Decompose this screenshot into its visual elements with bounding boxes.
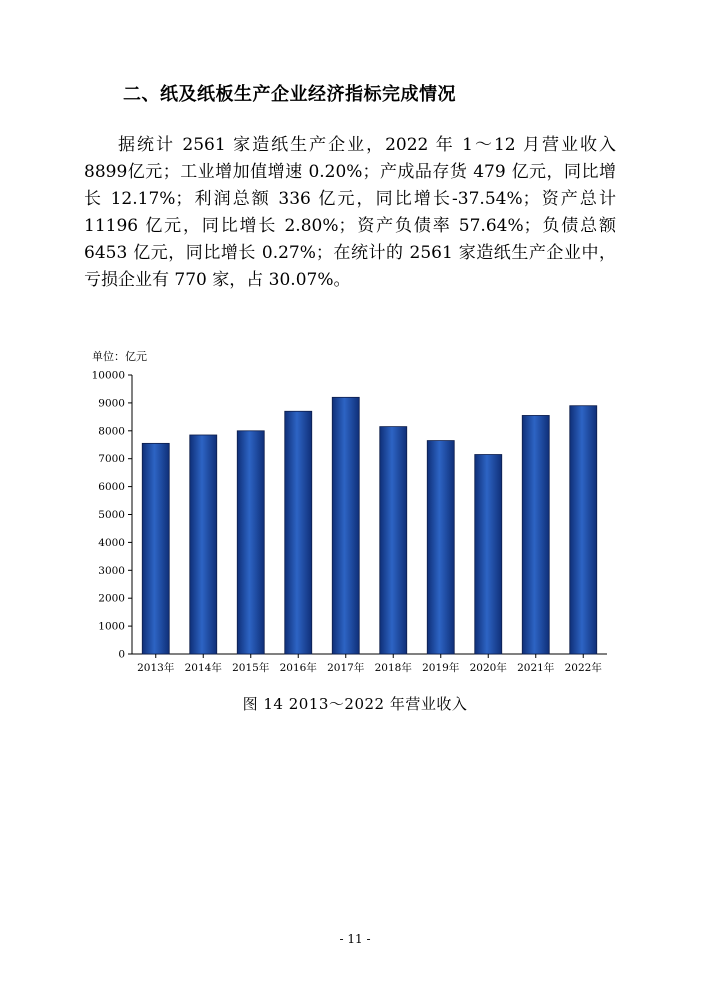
x-axis-labels bbox=[137, 654, 602, 674]
paragraph-line: 6453 亿元，同比增长 0.27%；在统计的 2561 家造纸生产企业中， bbox=[84, 243, 616, 263]
bar-2020年 bbox=[475, 455, 502, 654]
bar-2021年 bbox=[522, 415, 549, 654]
paragraph-line: 长 12.17%；利润总额 336 亿元，同比增长-37.54%；资产总计 bbox=[84, 189, 616, 209]
paragraph-line: 11196 亿元，同比增长 2.80%；资产负债率 57.64%；负债总额 bbox=[84, 216, 616, 236]
y-tick-label: 3000 bbox=[98, 564, 125, 577]
revenue-bar-chart bbox=[88, 343, 618, 688]
x-tick-label: 2013年 bbox=[137, 662, 175, 674]
x-tick-label: 2015年 bbox=[232, 662, 270, 674]
y-tick-label: 4000 bbox=[98, 536, 125, 549]
y-axis-ticks bbox=[92, 370, 132, 661]
unit-label: 单位：亿元 bbox=[92, 350, 147, 363]
bar-2014年 bbox=[190, 435, 217, 654]
x-tick-label: 2020年 bbox=[469, 662, 507, 674]
y-tick-label: 10000 bbox=[91, 369, 125, 382]
page-number: - 11 - bbox=[339, 932, 371, 946]
x-tick-label: 2019年 bbox=[422, 662, 460, 674]
y-tick-label: 7000 bbox=[98, 453, 125, 466]
paragraph-line: 亏损企业有 770 家，占 30.07%。 bbox=[84, 270, 351, 290]
bar-2015年 bbox=[237, 431, 264, 654]
bar-series bbox=[142, 397, 597, 654]
y-tick-label: 6000 bbox=[98, 481, 125, 494]
section-heading: 二、纸及纸板生产企业经济指标完成情况 bbox=[123, 84, 456, 105]
x-tick-label: 2016年 bbox=[279, 662, 317, 674]
y-tick-label: 0 bbox=[118, 648, 125, 661]
x-tick-label: 2017年 bbox=[327, 662, 365, 674]
bar-2019年 bbox=[427, 441, 454, 654]
y-tick-label: 1000 bbox=[98, 620, 125, 633]
summary-paragraph bbox=[84, 132, 616, 294]
x-tick-label: 2014年 bbox=[184, 662, 222, 674]
bar-2022年 bbox=[570, 406, 597, 654]
y-tick-label: 2000 bbox=[98, 592, 125, 605]
y-tick-label: 8000 bbox=[98, 425, 125, 438]
x-tick-label: 2022年 bbox=[564, 662, 602, 674]
y-tick-label: 9000 bbox=[98, 397, 125, 410]
x-tick-label: 2021年 bbox=[517, 662, 555, 674]
x-tick-label: 2018年 bbox=[374, 662, 412, 674]
bar-2013年 bbox=[142, 443, 169, 654]
figure-caption: 图 14 2013～2022 年营业收入 bbox=[242, 695, 468, 713]
bar-2017年 bbox=[332, 397, 359, 654]
paragraph-line: 据统计 2561 家造纸生产企业，2022 年 1～12 月营业收入 8899 bbox=[84, 135, 616, 182]
bar-2018年 bbox=[380, 427, 407, 654]
bar-2016年 bbox=[285, 411, 312, 654]
y-tick-label: 5000 bbox=[98, 509, 125, 521]
paragraph-line: 亿元；工业增加值增速 0.20%；产成品存货 479 亿元，同比增 bbox=[127, 162, 616, 182]
